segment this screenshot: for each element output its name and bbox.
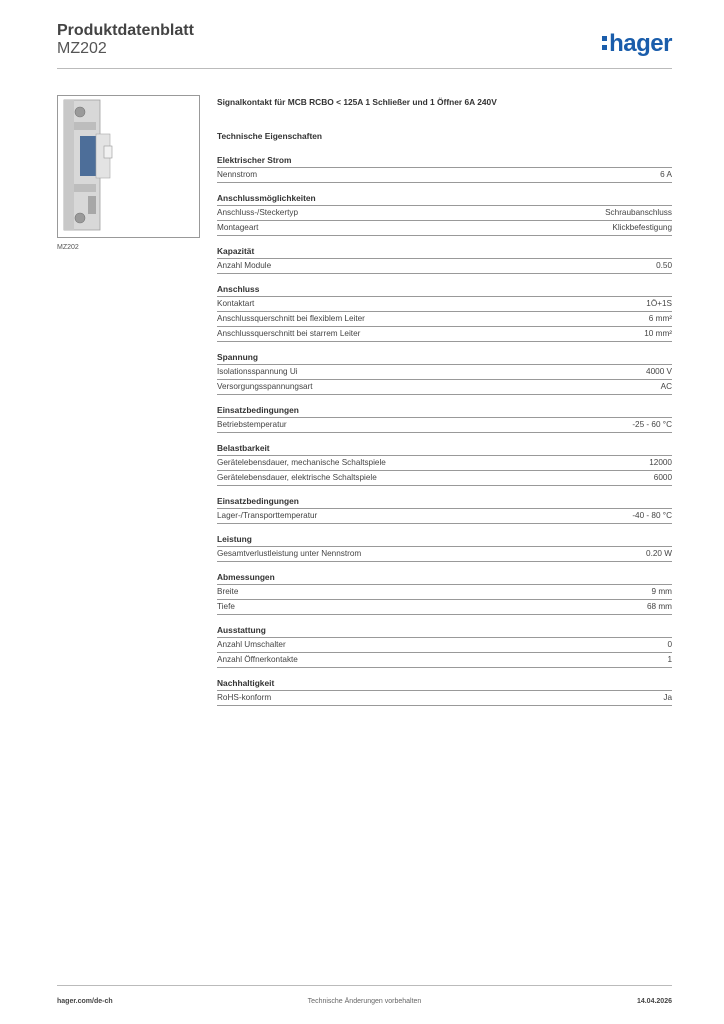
spec-section xyxy=(217,284,672,342)
spec-label: Lager-/Transporttemperatur xyxy=(217,511,318,520)
section-title: Einsatzbedingungen xyxy=(217,405,299,415)
section-title: Einsatzbedingungen xyxy=(217,496,299,506)
spec-row xyxy=(217,220,672,236)
spec-row xyxy=(217,470,672,486)
spec-label: Gerätelebensdauer, elektrische Schaltspiele xyxy=(217,473,377,482)
spec-value: Schraubanschluss xyxy=(605,208,672,217)
footer-website: hager.com/de-ch xyxy=(57,998,113,1005)
product-device-icon xyxy=(58,96,199,237)
spec-label: Betriebstemperatur xyxy=(217,420,287,429)
spec-section xyxy=(217,246,672,274)
product-code: MZ202 xyxy=(57,40,107,57)
section-title: Elektrischer Strom xyxy=(217,155,292,165)
spec-label: Isolationsspannung Ui xyxy=(217,367,298,376)
spec-row xyxy=(217,364,672,379)
footer-date: 14.04.2026 xyxy=(636,998,672,1005)
spec-value: 12000 xyxy=(649,458,672,467)
spec-value: 0.50 xyxy=(656,261,672,270)
spec-value: 10 mm² xyxy=(644,329,672,338)
spec-row xyxy=(217,455,672,470)
spec-section xyxy=(217,405,672,433)
spec-value: 1 xyxy=(667,655,672,664)
spec-row xyxy=(217,311,672,326)
product-image xyxy=(57,95,200,238)
spec-section xyxy=(217,443,672,486)
spec-label: Tiefe xyxy=(217,602,235,611)
spec-row xyxy=(217,417,672,433)
spec-label: Anzahl Umschalter xyxy=(217,640,286,649)
spec-value: Klickbefestigung xyxy=(612,223,672,232)
spec-label: Gesamtverlustleistung unter Nennstrom xyxy=(217,549,362,558)
section-title: Kapazität xyxy=(217,246,255,256)
spec-row xyxy=(217,167,672,183)
spec-label: Anzahl Module xyxy=(217,261,272,270)
spec-label: Anschluss-/Steckertyp xyxy=(217,208,298,217)
spec-content xyxy=(217,97,672,716)
spec-value: 1Ö+1S xyxy=(646,299,672,308)
spec-row xyxy=(217,690,672,706)
footer-disclaimer: Technische Änderungen vorbehalten xyxy=(307,998,422,1005)
spec-row xyxy=(217,599,672,615)
section-title: Anschlussmöglichkeiten xyxy=(217,193,316,203)
image-caption: MZ202 xyxy=(57,244,79,251)
product-description: Signalkontakt für MCB RCBO < 125A 1 Schließer und 1 Öffner 6A 240V xyxy=(217,97,497,107)
spec-row xyxy=(217,296,672,311)
spec-value: -25 - 60 °C xyxy=(632,420,672,429)
spec-label: Anschlussquerschnitt bei flexiblem Leiter xyxy=(217,314,365,323)
spec-value: -40 - 80 °C xyxy=(632,511,672,520)
spec-value: 0 xyxy=(667,640,672,649)
page-header xyxy=(57,20,672,70)
spec-row xyxy=(217,652,672,668)
spec-value: 0.20 W xyxy=(646,549,672,558)
section-title: Belastbarkeit xyxy=(217,443,270,453)
footer-divider xyxy=(57,985,672,986)
spec-section xyxy=(217,155,672,183)
page-title: Produktdatenblatt xyxy=(57,22,194,39)
spec-label: Montageart xyxy=(217,223,259,232)
spec-row xyxy=(217,546,672,562)
spec-row xyxy=(217,205,672,220)
section-title: Nachhaltigkeit xyxy=(217,678,275,688)
spec-label: Gerätelebensdauer, mechanische Schaltspiele xyxy=(217,458,386,467)
spec-section xyxy=(217,352,672,395)
hager-logo xyxy=(602,30,672,58)
logo-dots-icon xyxy=(602,36,608,50)
spec-section xyxy=(217,572,672,615)
spec-value: 4000 V xyxy=(646,367,672,376)
spec-row xyxy=(217,508,672,524)
page-footer xyxy=(57,990,672,1010)
section-title: Leistung xyxy=(217,534,252,544)
spec-row xyxy=(217,584,672,599)
spec-label: RoHS-konform xyxy=(217,693,272,702)
spec-label: Versorgungsspannungsart xyxy=(217,382,313,391)
spec-row xyxy=(217,258,672,274)
spec-value: 9 mm xyxy=(651,587,672,596)
section-title: Ausstattung xyxy=(217,625,266,635)
section-title: Anschluss xyxy=(217,284,260,294)
spec-section xyxy=(217,678,672,706)
spec-row xyxy=(217,637,672,652)
spec-label: Anzahl Öffnerkontakte xyxy=(217,655,298,664)
logo-text: hager xyxy=(609,30,672,57)
spec-label: Nennstrom xyxy=(217,170,258,179)
spec-value: 6 mm² xyxy=(648,314,672,323)
spec-section xyxy=(217,193,672,236)
spec-label: Breite xyxy=(217,587,239,596)
spec-section xyxy=(217,534,672,562)
spec-value: 6 A xyxy=(660,170,672,179)
spec-sections xyxy=(217,155,672,706)
spec-row xyxy=(217,326,672,342)
tech-properties-title: Technische Eigenschaften xyxy=(217,131,323,141)
spec-label: Anschlussquerschnitt bei starrem Leiter xyxy=(217,329,361,338)
spec-value: AC xyxy=(660,382,672,391)
section-title: Abmessungen xyxy=(217,572,275,582)
header-divider xyxy=(57,68,672,69)
spec-value: Ja xyxy=(663,693,672,702)
spec-section xyxy=(217,496,672,524)
spec-label: Kontaktart xyxy=(217,299,255,308)
spec-section xyxy=(217,625,672,668)
spec-value: 6000 xyxy=(653,473,672,482)
spec-row xyxy=(217,379,672,395)
spec-value: 68 mm xyxy=(646,602,672,611)
section-title: Spannung xyxy=(217,352,258,362)
